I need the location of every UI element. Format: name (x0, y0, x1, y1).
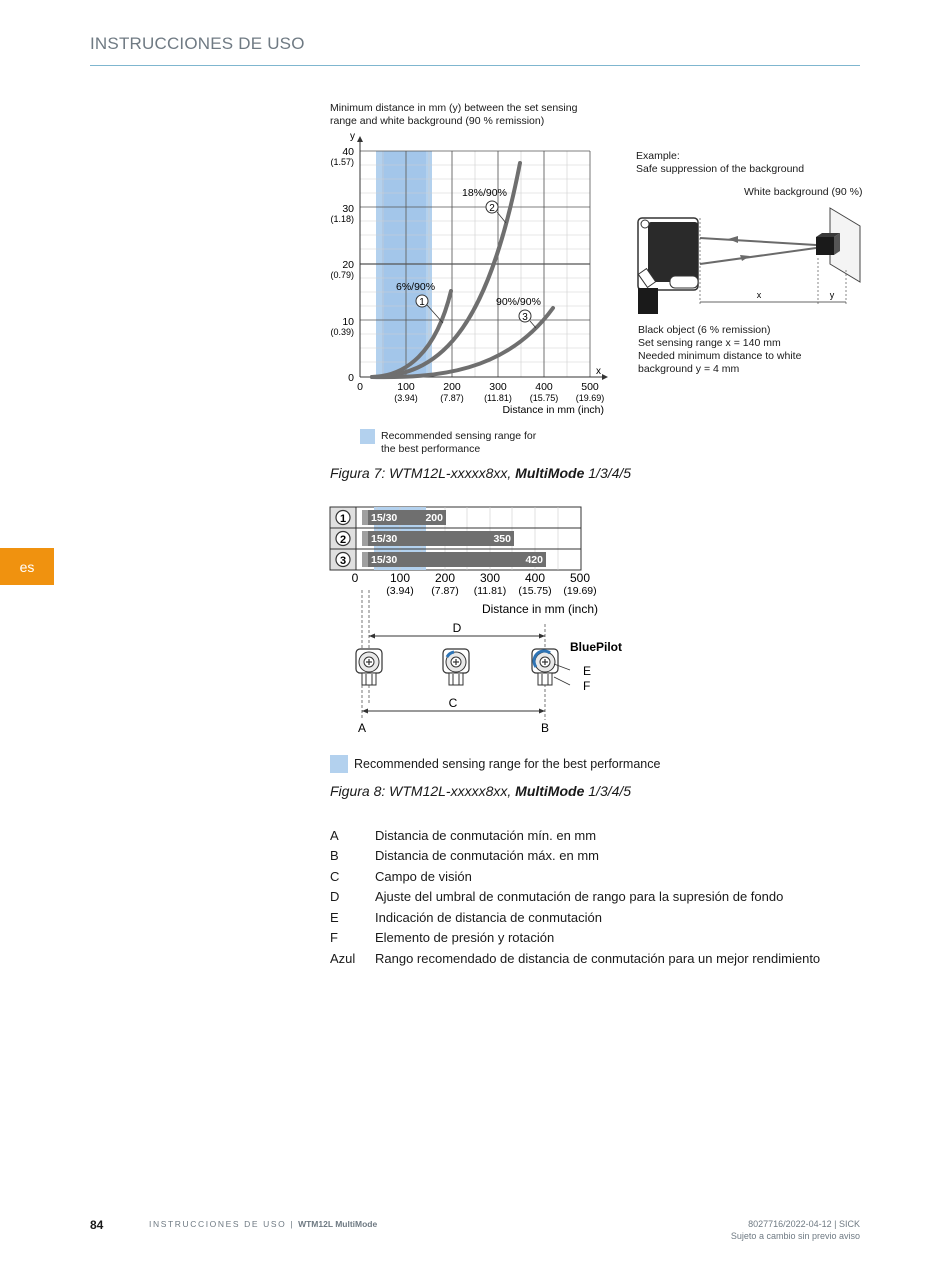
glossary-key: A (330, 827, 339, 843)
row-number: 3 (339, 555, 347, 567)
x-tick: 500 (569, 571, 591, 585)
glossary-key: D (330, 889, 340, 905)
glossary-text: Indicación de distancia de conmutación (375, 909, 602, 925)
figure7-caption (330, 465, 631, 481)
black-object (816, 237, 834, 255)
glossary-text: Rango recomendado de distancia de conmutación para un mejor rendimiento (375, 950, 821, 966)
x-tick-inch: (15.75) (529, 393, 559, 403)
bar-min-label: 15/30 (371, 512, 398, 524)
figure7-title: Minimum distance in mm (y) between the set sensing range and white background (90 % remission) (330, 102, 578, 127)
glossary-key: E (330, 909, 339, 925)
sensor-connector (638, 288, 658, 314)
curve-3-number: 3 (522, 312, 528, 323)
language-tab: es (0, 548, 54, 585)
example-note: background y = 4 mm (638, 363, 740, 375)
x-tick: 100 (389, 571, 411, 585)
glossary-text: Ajuste del umbral de conmutación de rango para la supresión de fondo (375, 889, 784, 905)
caption-prefix: Figura 7: WTM12L-xxxxx8xx, (330, 465, 516, 481)
dimension-x: x (756, 290, 762, 300)
x-tick: 200 (443, 381, 461, 393)
bar-max-label: 350 (493, 533, 511, 545)
background-suppression-illustration (630, 200, 865, 320)
caption-bold: MultiMode (515, 783, 585, 799)
footer-doc-type: INSTRUCCIONES DE USO | (149, 1219, 299, 1229)
glossary-key: Azul (330, 950, 356, 966)
y-axis-letter: y (350, 131, 355, 142)
glossary-text: Distancia de conmutación mín. en mm (375, 827, 597, 843)
legend-swatch (330, 755, 348, 773)
x-tick: 400 (524, 571, 546, 585)
curve-1-label: 6%/90% (396, 281, 436, 293)
glossary-item (330, 825, 870, 846)
example-note: Black object (6 % remission) (638, 324, 771, 336)
y-tick-inch: (0.39) (330, 327, 354, 337)
glossary-key: F (330, 930, 338, 946)
glossary-key: C (330, 868, 340, 884)
x-tick-inch: (3.94) (386, 585, 414, 597)
x-tick: 200 (434, 571, 456, 585)
footer-model: WTM12L MultiMode (298, 1219, 378, 1229)
glossary-text: Elemento de presión y rotación (375, 930, 555, 946)
example-heading (636, 150, 804, 176)
bar-max-label: 420 (525, 554, 543, 566)
label-c: C (448, 696, 458, 710)
footer-reference (731, 1219, 860, 1242)
caption-suffix: 1/3/4/5 (584, 465, 632, 481)
glossary-item (330, 887, 870, 908)
figure7-chart (326, 128, 616, 420)
curve-2-label: 18%/90% (462, 187, 507, 199)
label-e: E (583, 664, 592, 678)
glossary-item (330, 866, 870, 887)
x-tick: 0 (357, 381, 363, 393)
example-notes (638, 324, 858, 376)
x-tick-inch: (7.87) (431, 585, 459, 597)
example-note: Set sensing range x = 140 mm (638, 337, 781, 349)
y-tick-inch: (1.18) (330, 214, 354, 224)
x-tick-inch: (19.69) (575, 393, 605, 403)
page-header-title: INSTRUCCIONES DE USO (90, 34, 305, 53)
example-subtitle: Safe suppression of the background (636, 163, 805, 175)
x-tick-inch: (3.94) (394, 393, 418, 403)
y-tick: 10 (342, 316, 354, 328)
glossary-item (330, 907, 870, 928)
curve-1-number: 1 (419, 297, 425, 308)
caption-prefix: Figura 8: WTM12L-xxxxx8xx, (330, 783, 516, 799)
x-tick: 300 (489, 381, 507, 393)
x-tick: 500 (581, 381, 599, 393)
legend-text: Recommended sensing range for the best performance (354, 757, 661, 771)
footer-note: Sujeto a cambio sin previo aviso (730, 1230, 860, 1241)
label-d: D (452, 621, 462, 635)
x-tick: 400 (535, 381, 553, 393)
glossary-item (330, 948, 870, 969)
knob-max (532, 649, 558, 685)
figure8-caption (330, 783, 631, 799)
glossary-text: Distancia de conmutación máx. en mm (375, 848, 599, 864)
x-tick: 100 (397, 381, 415, 393)
x-tick-inch: (11.81) (473, 585, 507, 597)
x-tick-inch: (15.75) (518, 585, 552, 597)
curve-3-label: 90%/90% (496, 296, 541, 308)
glossary-item (330, 846, 870, 867)
bar-min-label: 15/30 (371, 554, 398, 566)
knob-mid (443, 649, 469, 685)
figure8-diagram (326, 504, 626, 744)
footer-ref-number: 8027716/2022-04-12 | SICK (748, 1219, 860, 1229)
x-tick: 0 (351, 571, 359, 585)
glossary-list (330, 825, 870, 969)
sensor-mount-hole (641, 220, 649, 228)
x-tick-inch: (11.81) (484, 393, 512, 403)
y-tick: 20 (342, 259, 354, 271)
y-tick-inch: (1.57) (330, 157, 354, 167)
example-title: Example: (636, 150, 680, 162)
bar-max-label: 200 (425, 512, 443, 524)
x-axis-letter: x (596, 366, 601, 377)
knob-min (356, 649, 382, 685)
dimension-y: y (829, 290, 835, 300)
label-a: A (357, 721, 367, 735)
y-tick: 40 (342, 146, 354, 158)
legend-text: Recommended sensing range for the best performance (381, 430, 537, 455)
bluepilot-label: BluePilot (570, 640, 623, 654)
y-tick: 30 (342, 203, 354, 215)
curve-2-number: 2 (489, 203, 495, 214)
caption-suffix: 1/3/4/5 (584, 783, 632, 799)
x-tick-inch: (7.87) (440, 393, 464, 403)
glossary-text: Campo de visión (375, 868, 472, 884)
y-tick: 0 (348, 372, 354, 384)
row-number: 1 (339, 513, 347, 525)
legend-swatch (360, 429, 375, 444)
x-tick-inch: (19.69) (563, 585, 597, 597)
example-note: Needed minimum distance to white (638, 350, 802, 362)
x-tick: 300 (479, 571, 501, 585)
x-axis-label: Distance in mm (inch) (502, 404, 604, 416)
row-number: 2 (339, 534, 347, 546)
glossary-key: B (330, 848, 339, 864)
white-background-label: White background (90 %) (744, 186, 863, 198)
bar-min-label: 15/30 (371, 533, 398, 545)
y-tick-inch: (0.79) (330, 270, 354, 280)
header-divider (90, 65, 860, 66)
glossary-item (330, 928, 870, 949)
x-axis-label: Distance in mm (inch) (481, 602, 598, 616)
page-number: 84 (90, 1218, 104, 1232)
caption-bold: MultiMode (515, 465, 585, 481)
label-b: B (540, 721, 550, 735)
footer-doc-title (149, 1219, 377, 1229)
label-f: F (583, 679, 591, 693)
